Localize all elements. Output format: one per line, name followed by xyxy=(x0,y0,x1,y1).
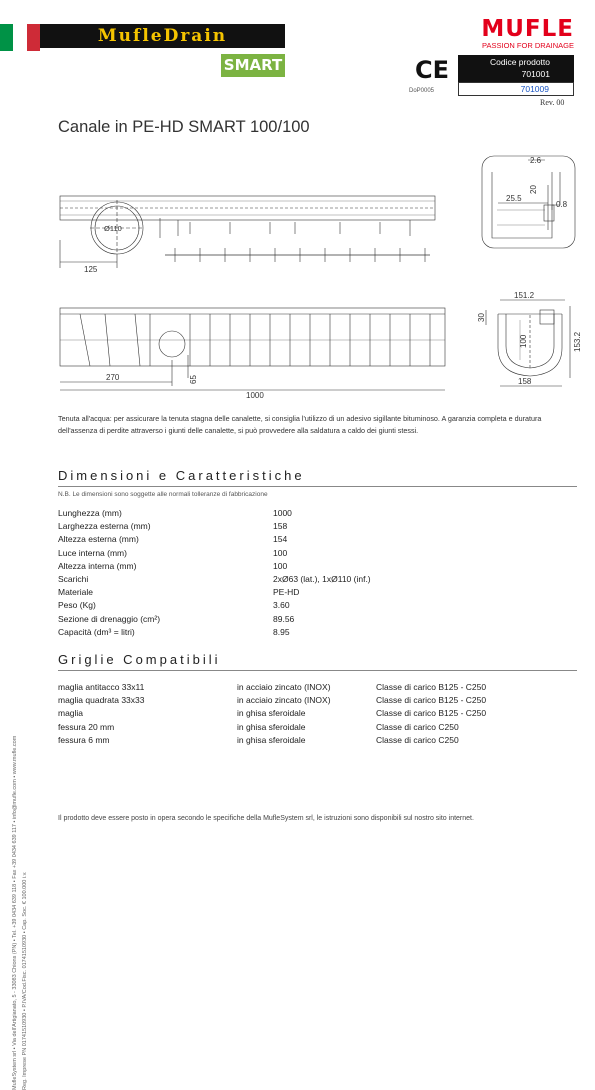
dim-label-153-2: 153.2 xyxy=(573,331,582,352)
dim-label-151-2: 151.2 xyxy=(514,291,535,300)
spec-row xyxy=(58,508,508,521)
dim-label-65: 65 xyxy=(189,375,198,384)
spec-row xyxy=(58,521,508,534)
grate-load-class: Classe di carico B125 - C250 xyxy=(376,708,487,719)
grate-load-class: Classe di carico C250 xyxy=(376,721,459,732)
diameter-label: Ø110 xyxy=(104,224,122,233)
grate-name: fessura 6 mm xyxy=(58,734,110,745)
grate-load-class: Classe di carico B125 - C250 xyxy=(376,695,487,706)
dim-label-270: 270 xyxy=(106,373,120,382)
spec-value: 2xØ63 (lat.), 1xØ110 (inf.) xyxy=(273,574,371,584)
spec-label: Altezza interna (mm) xyxy=(58,560,137,571)
side-company-info xyxy=(10,620,50,1090)
specs-divider xyxy=(58,486,577,487)
grate-row xyxy=(58,708,558,721)
spec-value: PE-HD xyxy=(273,587,300,598)
dop-code: DoP0005 xyxy=(409,88,435,94)
spec-label: Sezione di drenaggio (cm²) xyxy=(58,613,161,624)
grates-divider xyxy=(58,670,577,671)
grate-material: in ghisa sferoidale xyxy=(237,734,306,745)
grate-material: in acciaio zincato (INOX) xyxy=(237,682,331,692)
dim-label-0-8: 0.8 xyxy=(556,200,568,209)
spec-row xyxy=(58,600,508,613)
spec-label: Luce interna (mm) xyxy=(58,547,127,558)
dim-label-158: 158 xyxy=(518,377,532,386)
dim-label-125: 125 xyxy=(84,265,98,274)
spec-row xyxy=(58,627,508,640)
grate-name: fessura 20 mm xyxy=(58,721,115,732)
grate-load-class: Classe di carico B125 - C250 xyxy=(376,682,487,692)
revision: Rev. 00 xyxy=(540,98,565,107)
spec-label: Altezza esterna (mm) xyxy=(58,534,139,545)
logo-name: MUFLE xyxy=(481,16,574,42)
spec-row xyxy=(58,614,508,627)
page-title: Canale in PE-HD SMART 100/100 xyxy=(58,118,310,136)
grates-title: Griglie Compatibili xyxy=(58,652,221,667)
footer-note: Il prodotto deve essere posto in opera secondo le specifiche della MufleSystem srl, le istruzioni sono disponibili sul nostro sito internet. xyxy=(58,815,474,822)
grate-row xyxy=(58,682,558,695)
grate-material: in ghisa sferoidale xyxy=(237,721,306,732)
side-line-1: MufleSystem srl • Via dell'Artigianato, 5 - 33083 Chions (PN) • Tel. +39 0434 639 118 • Fax +39 0434 639 117 • info@mufle.com • www.mufle.com xyxy=(12,735,18,1090)
grate-row xyxy=(58,695,558,708)
ce-mark: CE xyxy=(415,56,450,84)
product-code-2: 701009 xyxy=(458,82,574,96)
cross-section-drawing xyxy=(486,300,570,386)
dim-label-1000: 1000 xyxy=(246,391,264,400)
dim-label-20: 20 xyxy=(529,185,538,194)
spec-value: 100 xyxy=(273,560,288,571)
dim-label-25-5: 25.5 xyxy=(506,194,522,203)
grate-row xyxy=(58,722,558,735)
dim-label-30: 30 xyxy=(477,313,486,322)
specs-title: Dimensioni e Caratteristiche xyxy=(58,468,305,483)
code-label: Codice prodotto xyxy=(489,57,550,67)
watertightness-note: Tenuta all'acqua: per assicurare la tenuta stagna delle canalette, si consiglia l'utilizzo di un adesivo sigillante bituminoso. A garanzia completa e duratura dell'assenza di perdite attraverso i giunti delle canalette, si può provvedere alla saldatura a caldo dei giunti stessi. xyxy=(58,414,542,435)
spec-value: 8.95 xyxy=(273,626,290,637)
grate-name: maglia antitacco 33x11 xyxy=(58,682,145,692)
spec-value: 100 xyxy=(273,547,288,558)
spec-row xyxy=(58,574,508,587)
spec-row xyxy=(58,587,508,600)
product-code-box xyxy=(458,55,574,82)
grate-material: in acciaio zincato (INOX) xyxy=(237,695,331,706)
spec-value: 154 xyxy=(273,534,288,545)
smart-badge: SMART xyxy=(221,54,285,77)
grate-load-class: Classe di carico C250 xyxy=(376,734,459,745)
spec-label: Peso (Kg) xyxy=(58,600,96,611)
spec-label: Larghezza esterna (mm) xyxy=(58,521,151,532)
spec-value: 158 xyxy=(273,521,288,532)
dim-label-100: 100 xyxy=(519,334,528,348)
spec-label: Scarichi xyxy=(58,574,89,584)
spec-label: Capacità (dm³ = litri) xyxy=(58,626,135,637)
mufle-logo xyxy=(460,18,574,50)
grate-name: maglia quadrata 33x33 xyxy=(58,695,145,706)
product-code-1: 701001 xyxy=(521,69,550,79)
spec-value: 3.60 xyxy=(273,600,290,611)
italian-flag-icon xyxy=(0,24,40,51)
grate-name: maglia xyxy=(58,708,84,719)
spec-row xyxy=(58,534,508,547)
grate-row xyxy=(58,735,558,748)
technical-drawing xyxy=(0,150,595,400)
dim-label-2-6: 2.6 xyxy=(530,156,542,165)
spec-label: Lunghezza (mm) xyxy=(58,508,122,518)
logo-tagline: PASSION FOR DRAINAGE xyxy=(482,41,574,50)
grate-material: in ghisa sferoidale xyxy=(237,708,306,719)
spec-label: Materiale xyxy=(58,587,93,598)
side-line-2: Reg. Imprese PN 01741510930 • P.IVA/Cod.Fisc. 01741510930 • Cap. Soc. € 100.000 i.v. xyxy=(22,871,28,1090)
spec-row xyxy=(58,561,508,574)
spec-value: 89.56 xyxy=(273,613,295,624)
spec-row xyxy=(58,548,508,561)
spec-value: 1000 xyxy=(273,508,292,518)
specs-note: N.B. Le dimensioni sono soggette alle normali tolleranze di fabbricazione xyxy=(58,491,268,498)
brand-name: MufleDrain xyxy=(40,24,285,48)
